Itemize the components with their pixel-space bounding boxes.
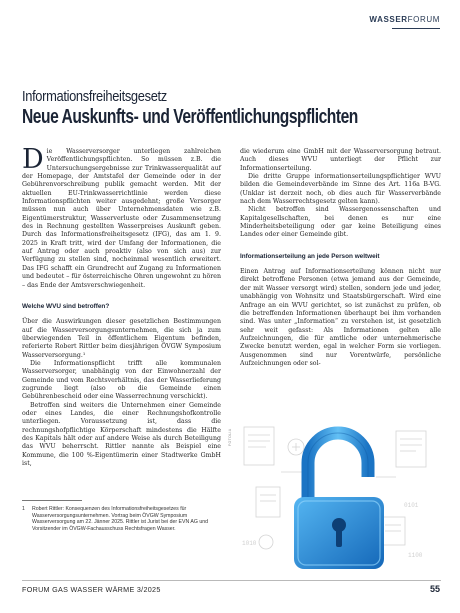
footnote-text: Robert Rittler: Konsequenzen des Informationsfreiheitsgesetzes für Wasserversorgungsunternehmen. Vortrag beim ÖVGW Symposium Wasserversorgung am 22. Jänner 2025. Rittler ist Jurist bei der EVN AG und Vorsitzender im ÖVGW-Fachausschuss Rechtsfragen Wasser. <box>32 506 208 533</box>
body-paragraph: Die Informationspflicht trifft alle kommunalen Wasserversorger, unabhängig von der Einwohnerzahl der Gemeinde und vom Rechtsverhältnis, das der Wasserlieferung zugrunde liegt (also ob die Gemeinde einen Gebührenbescheid oder eine Wasserrechnung verschickt). <box>22 359 221 401</box>
right-column <box>240 148 441 368</box>
footer-rule <box>22 580 441 581</box>
footnote-number: 1 <box>22 506 25 512</box>
article-kicker: Informationsfreiheitsgesetz <box>22 88 167 105</box>
drop-cap: D <box>22 144 44 175</box>
image-credit: FOTOLIA <box>228 428 232 446</box>
padlock-icon <box>236 417 441 574</box>
intro-paragraph: Die Wasserversorger unterliegen zahlreichen Veröffentlichungspflichten. So müssen z.B. die Untersuchungsergebnisse zur Trinkwasserqualität auf der Homepage, der Amtstafel der Gemeinde oder in der Gebührenvorschreibung publik gemacht werden. Mit der aktuellen EU-Trinkwasserrichtlinie werden diese Informationspflichten weiter ausgedehnt; große Versorger müssen nun auch über Unternehmensdaten wie z.B. Eigentümerstruktur, Wasserverluste oder Zusammensetzung des in Rechnung gestellten Wasserpreises Auskunft geben. Durch das Informationsfreiheitsgesetz (IFG), das am 1. 9. 2025 in Kraft tritt, wird der Umfang der Informationen, die auf Antrag oder auch proaktiv (also von sich aus) zur Verfügung zu stellen sind, nocheinmal wesentlich erweitert. Das IFG schafft ein Grundrecht auf Zugang zu Informationen und bedeutet – für österreichische Ohren ungewohnt zu hören – das Ende der Amtsverschwiegenheit. <box>22 144 221 289</box>
magazine-brand: WASSERFORUM <box>369 15 440 24</box>
subhead-worldwide: Informationserteilung an jede Person weltweit <box>240 252 380 260</box>
binary-decoration: 1010 <box>242 540 257 547</box>
body-paragraph: Die dritte Gruppe informationserteilungspflichtiger WVU bilden die Gemeindeverbände im Sinne des Art. 116a B-VG. (Unklar ist derzeit noch, ob dies auch für Wasserverbände nach dem Wasserrechtsgesetz gelten kann). <box>240 173 441 206</box>
footer-publication: FORUM GAS WASSER WÄRME 3/2025 <box>22 585 161 594</box>
binary-decoration: 1100 <box>408 552 423 559</box>
page-number: 55 <box>429 584 440 594</box>
subhead-affected: Welche WVU sind betroffen? <box>22 302 110 310</box>
article-title: Neue Auskunfts- und Veröffentlichungspflichten <box>22 106 358 128</box>
footnote <box>22 506 220 533</box>
left-column <box>22 144 221 468</box>
padlock-illustration <box>236 417 441 574</box>
body-paragraph: Betroffen sind weiters die Unternehmen einer Gemeinde oder eines Landes, die einer Rechnungshofkontrolle unterliegen. Voraussetzung ist, dass die rechnungshofpflichtige Körperschaft mindestens die Hälfte des Kapitals hält oder auf andere Weise als durch Beteiligung das WVU beherrscht. Rittler nannte als Beispiel eine Kommune, die 100 %-Eigentümerin einer Stadtwerke GmbH ist, <box>22 401 221 468</box>
header-rule <box>392 28 440 29</box>
binary-decoration: 0101 <box>404 502 419 509</box>
body-paragraph: die wiederum eine GmbH mit der Wasserversorgung betraut. Auch dieses WVU unterliegt der Pflicht zur Informationserteilung. <box>240 148 441 172</box>
body-paragraph: Nicht betroffen sind Wassergenossenschaften und Kapitalgesellschaften, bei denen es nur eine Minderheitsbeteiligung oder gar keine Beteiligung eines Landes oder einer Gemeinde gibt. <box>240 206 441 239</box>
body-paragraph: Über die Auswirkungen dieser gesetzlichen Bestimmungen auf die Wasserversorgungsunternehmen, die sich ja zum überwiegenden Teil in öffentlichem Eigentum befinden, referierte Robert Rittler beim diesjährigen ÖVGW Symposium Wasserversorgung.¹ <box>22 318 221 359</box>
body-paragraph: Einen Antrag auf Informationserteilung können nicht nur direkt betroffene Personen (etwa jemand aus der Gemeinde, der mit Wasser versorgt wird) stellen, sondern jede und jeder, unabhängig von Wohnsitz und Staatsbürgerschaft. Wird eine Anfrage an ein WVU gerichtet, so ist zunächst zu prüfen, ob die betreffenden Informationen überhaupt bei ihm vorhanden sind. Was unter „Information“ zu verstehen ist, ist gesetzlich sehr weit gefasst: Als Informationen gelten alle Aufzeichnungen, die für amtliche oder unternehmerische Zwecke benutzt werden, egal in welcher Form sie vorliegen. Ausgenommen sind nur Vorentwürfe, persönliche Aufzeichnungen oder sol- <box>240 268 441 367</box>
footnote-rule <box>22 500 82 501</box>
